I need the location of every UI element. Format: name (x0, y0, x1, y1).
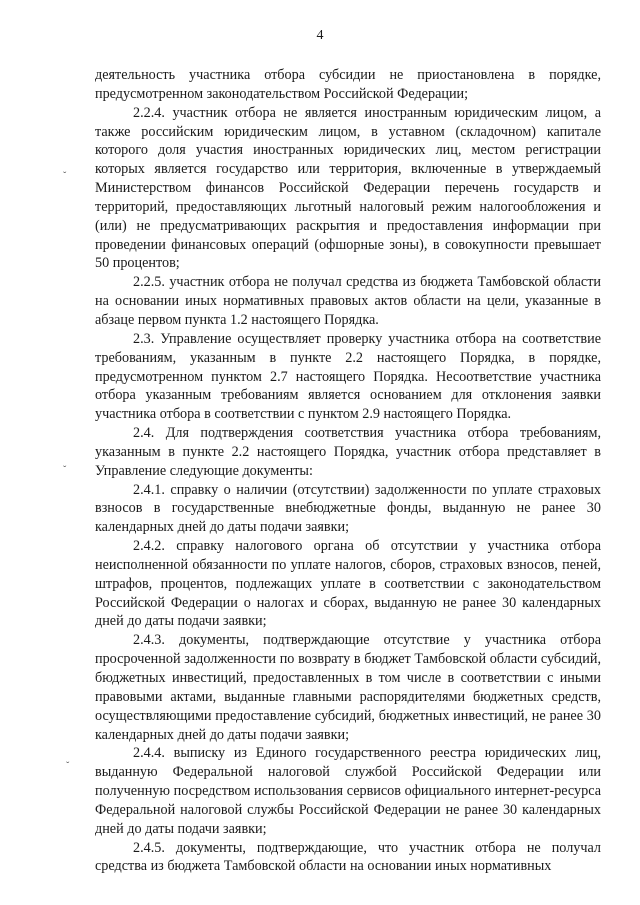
margin-mark: ˇ (63, 171, 67, 182)
paragraph-2-2-5: 2.2.5. участник отбора не получал средства из бюджета Тамбовской области на основании иных нормативных правовых актов области на цели, указанные в абзаце первом пункта 1.2 настоящего Порядка. (95, 274, 601, 328)
paragraph-2-4-5: 2.4.5. документы, подтверждающие, что участник отбора не получал средства из бюджета Тамбовской области на основании иных нормативных (95, 839, 601, 875)
document-body (95, 66, 601, 876)
paragraph-2-3: 2.3. Управление осуществляет проверку участника отбора на соответствие требованиям, указанным в пункте 2.2 настоящего Порядка, в порядке, предусмотренном пунктом 2.7 настоящего Порядка. Несоответствие участника отбора указанным требованиям является основанием для отклонения заявки участника отбора в соответствии с пунктом 2.9 настоящего Порядка. (95, 330, 601, 423)
paragraph-2-4-1: 2.4.1. справку о наличии (отсутствии) задолженности по уплате страховых взносов в государственные внебюджетные фонды, выданную не ранее 30 календарных дней до даты подачи заявки; (95, 481, 601, 536)
margin-mark: ˇ (66, 761, 70, 772)
paragraph-2-4-4: 2.4.4. выписку из Единого государственного реестра юридических лиц, выданную Федеральной налоговой службой Российской Федерации или полученную посредством использования сервисов официального интернет-ресурса Федеральной налоговой службы Российской Федерации не ранее 30 календарных дней до даты подачи заявки; (95, 745, 601, 837)
paragraph-2-4-3: 2.4.3. документы, подтверждающие отсутствие у участника отбора просроченной задолженности по возврату в бюджет Тамбовской области субсидий, бюджетных инвестиций, предоставленных в том числе в соответствии с иными правовыми актами, выданные главными распорядителями бюджетных средств, осуществляющими предоставление субсидий, бюджетных инвестиций, не ранее 30 календарных дней до даты подачи заявки; (95, 632, 601, 743)
margin-mark: ˇ (63, 465, 67, 476)
paragraph-2-4: 2.4. Для подтверждения соответствия участника отбора требованиям, указанным в пункте 2.2 настоящего Порядка, участник отбора представляет в Управление следующие документы: (95, 425, 601, 479)
page-number: 4 (316, 28, 324, 43)
paragraph-continuation: деятельность участника отбора субсидии не приостановлена в порядке, предусмотренном законодательством Российской Федерации; (95, 67, 601, 102)
paragraph-2-4-2: 2.4.2. справку налогового органа об отсутствии у участника отбора неисполненной обязанности по уплате налогов, сборов, страховых взносов, пеней, штрафов, процентов, подлежащих уплате в соответствии с законодательством Российской Федерации о налогах и сборах, выданную не ранее 30 календарных дней до даты подачи заявки; (95, 538, 601, 630)
paragraph-2-2-4: 2.2.4. участник отбора не является иностранным юридическим лицом, а также российским юридическим лицом, в уставном (складочном) капитале которого доля участия иностранных юридических лиц, местом регистрации которых является государство или территория, включенные в утверждаемый Министерством финансов Российской Федерации перечень государств и территорий, предоставляющих льготный налоговый режим налогообложения и (или) не предусматривающих раскрытия и предоставления информации при проведении финансовых операций (офшорные зоны), в совокупности превышает 50 процентов; (95, 104, 601, 272)
